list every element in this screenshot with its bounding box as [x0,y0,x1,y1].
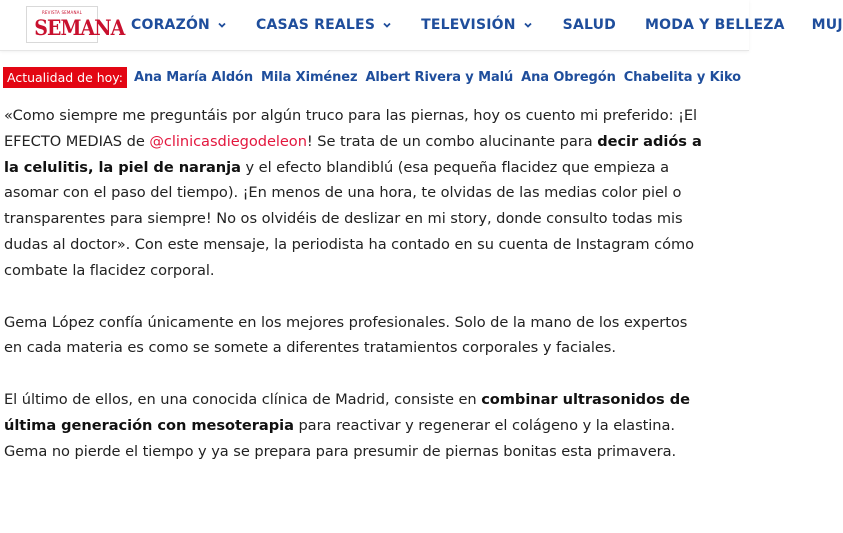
nav-item-label: CORAZÓN [131,17,210,33]
paragraph-text: para reactivar y regenerar el colágeno y la elastina. Gema no pierde el tiempo y ya se prepara para presumir de piernas bonitas esta primavera. [4,416,677,460]
bold-text: decir adiós a la celulitis, la piel de naranja [4,132,702,176]
main-nav [131,0,843,50]
nav-item-label: SALUD [562,17,617,33]
trending-bar [0,66,749,88]
bold-text: combinar ultrasonidos de última generación con mesoterapia [4,391,690,434]
nav-item-label: MODA Y BELLEZA [645,17,785,33]
chevron-down-icon [382,20,392,30]
trending-link[interactable]: Albert Rivera y Malú [365,69,514,85]
article-paragraph [4,103,704,284]
semana-logo[interactable] [26,6,125,43]
paragraph-text: ! Se trata de un combo alucinante para [306,132,598,150]
nav-item-mujer[interactable] [812,17,843,33]
logo-tagline: REVISTA SEMANAL [41,10,83,15]
article-paragraph: Gema López confía únicamente en los mejores profesionales. Solo de la mano de los expertos en cada materia es como se somete a diferentes tratamientos corporales y faciales. [4,313,688,357]
trending-link[interactable]: Chabelita y Kiko [623,69,742,85]
trending-link[interactable]: Ana Obregón [521,69,616,85]
nav-item-corazon[interactable] [131,17,227,33]
trending-link[interactable]: Ana María Aldón [134,69,254,85]
article-paragraph [4,387,704,464]
nav-item-label: CASAS REALES [255,17,376,33]
nav-item-moda-y-belleza[interactable] [645,17,785,33]
nav-item-television[interactable] [421,17,533,33]
chevron-down-icon [217,20,227,30]
chevron-down-icon [523,20,533,30]
article-body [4,103,704,491]
paragraph-text: «Como siempre me preguntáis por algún truco para las piernas, hoy os cuento mi preferido: ¡El EFECTO MEDIAS de [4,107,698,150]
nav-item-label: MUJ [811,17,843,33]
site-header [0,0,843,51]
instagram-mention-link[interactable]: @clinicasdiegodeleon [149,132,307,150]
logo-wordmark: SEMANA [34,15,125,40]
nav-item-casas-reales[interactable] [256,17,392,33]
trending-link[interactable]: Mila Ximénez [261,69,358,85]
nav-item-salud[interactable] [563,17,616,33]
nav-item-label: TELEVISIÓN [421,17,516,33]
paragraph-text: y el efecto blandiblú (esa pequeña flacidez que empieza a asomar con el paso del tiempo). ¡En menos de una hora, te olvidas de las medias color piel o transparentes para siempre! No os olvidéis de deslizar en mi story, donde consulto todas mis dudas al doctor». Con este mensaje, la periodista ha contado en su cuenta de Instagram cómo combate la flacidez corporal. [4,158,694,279]
trending-label: Actualidad de hoy: [3,67,127,88]
paragraph-text: El último de ellos, en una conocida clínica de Madrid, consiste en [4,391,482,409]
